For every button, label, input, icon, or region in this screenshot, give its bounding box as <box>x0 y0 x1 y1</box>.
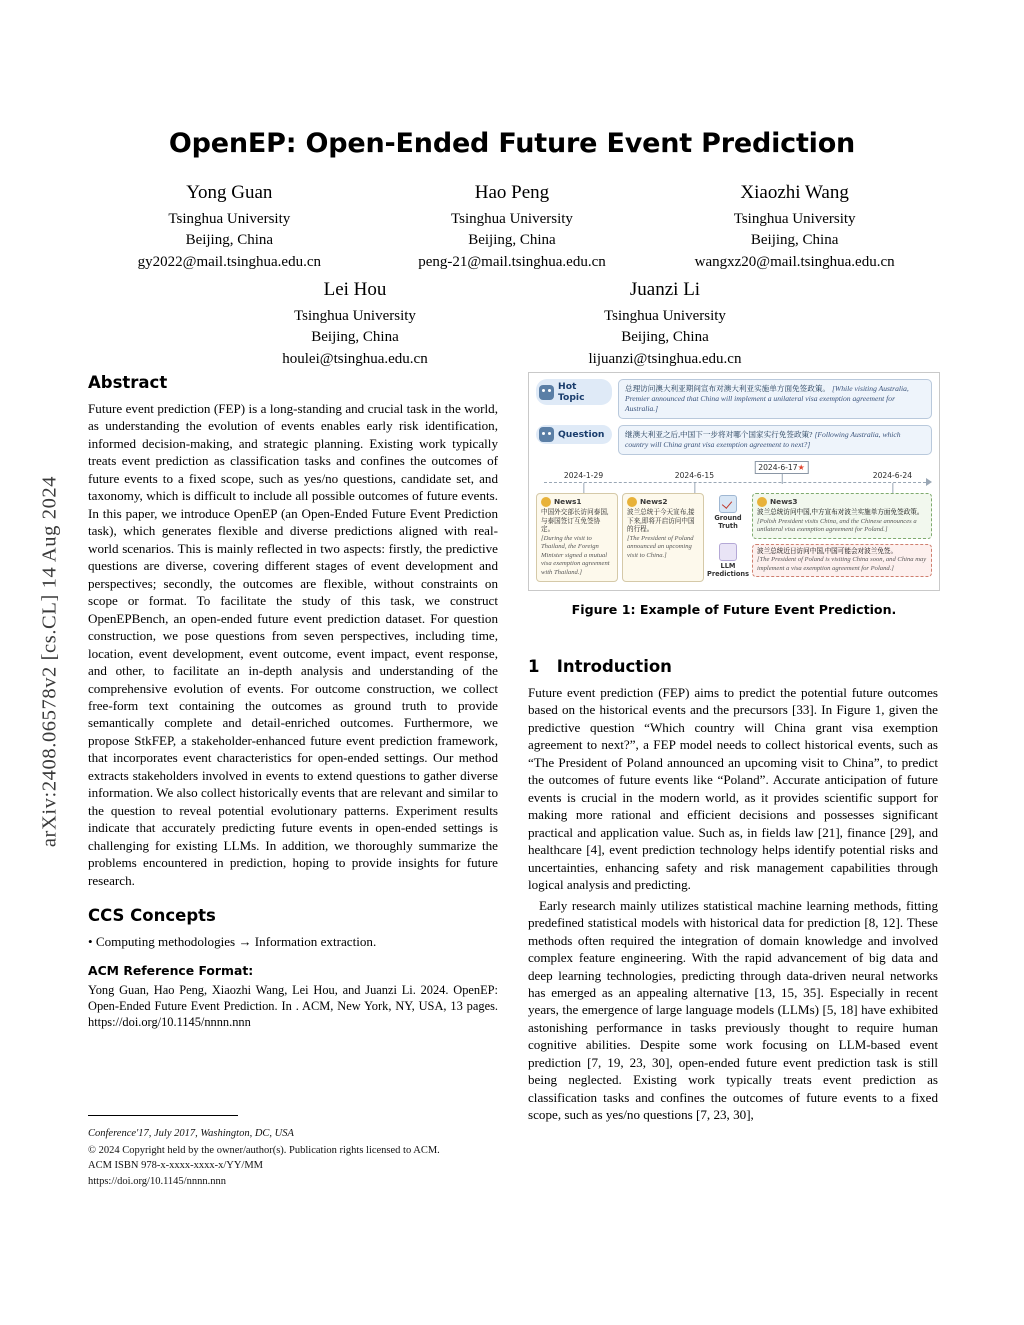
author-affiliation: Tsinghua University <box>604 307 726 324</box>
copyright-line: © 2024 Copyright held by the owner/author(s). Publication rights licensed to ACM. <box>88 1145 440 1157</box>
timeline-tick: 2024-1-29 <box>563 471 604 481</box>
ground-truth-card <box>752 493 932 539</box>
news-card-label: News1 <box>554 497 582 507</box>
hot-topic-text-zh: 总理访问澳大利亚期间宣布对澳大利亚实施单方面免签政策。 <box>625 384 831 393</box>
llm-predictions-marker <box>707 543 749 579</box>
author-email: wangxz20@mail.tsinghua.edu.cn <box>694 253 895 270</box>
news-card-label: News3 <box>770 497 798 507</box>
news-card-header <box>541 497 613 507</box>
doi-line: https://doi.org/10.1145/nnnn.nnn <box>88 1175 226 1187</box>
hot-topic-badge <box>536 379 612 405</box>
check-badge-icon <box>719 495 737 513</box>
ccs-heading: CCS Concepts <box>88 906 216 926</box>
timeline-tick-highlight-label: 2024-6-17 <box>758 463 798 473</box>
author-email: gy2022@mail.tsinghua.edu.cn <box>137 253 321 270</box>
author-name: Lei Hou <box>323 279 387 300</box>
authors-row-1 <box>88 180 936 273</box>
figure-middle-column <box>708 493 748 582</box>
question-bubble <box>618 425 932 455</box>
author-block <box>655 180 935 273</box>
question-badge-label: Question <box>558 429 605 441</box>
introduction-paragraph: Early research mainly utilizes statistical machine learning methods, fitting predefined statistical models with historical data for prediction [8, 12]. These methods often required the integration of domain knowledge and involved complex feature engineering. With the rapid advancement of big data and deep learning technologies, predicting through data-driven neural networks has emerged as an appealing alternative [13, 15, 35]. Especially in recent years, the emergence of large language models (LLMs) [5, 18] have exhibited astonishing performance in tasks previously thought to require human cognitive abilities. Despite some work focusing on LLM-based event prediction [7, 19, 23, 30], open-ended future event prediction task is still being neglected. Existing work typically treats event prediction as classification tasks and confines the outcomes of future events to a fixed scope, such as yes/no questions [7, 23, 30], <box>528 897 938 1123</box>
question-badge <box>536 425 612 444</box>
author-location: Beijing, China <box>621 329 709 346</box>
section-number: 1 <box>528 657 540 676</box>
figure-cards <box>536 493 932 582</box>
robot-icon <box>539 385 554 400</box>
figure-1-image <box>528 372 940 591</box>
llm-prediction-text-en: [The President of Poland is visiting China soon, and China may implement a visa exemption agreement for Poland.] <box>757 556 927 572</box>
timeline <box>536 461 932 491</box>
news-text-zh: 波兰总统于今天宣布,接下来,即将开启访问中国的行程。 <box>627 509 695 534</box>
author-name: Hao Peng <box>474 182 550 203</box>
llm-icon <box>719 543 737 561</box>
ccs-concepts-line: • Computing methodologies → Information extraction. <box>88 934 377 950</box>
author-affiliation: Tsinghua University <box>294 307 416 324</box>
author-name: Yong Guan <box>186 182 273 203</box>
author-block <box>253 277 458 370</box>
news-card-header <box>757 497 927 507</box>
introduction-paragraph: Future event prediction (FEP) aims to predict the potential future outcomes based on the historical events and the precursors [33]. In Figure 1, given the predictive question “Which country will China grant visa exemption agreement to next?”, a FEP model needs to collect historical events, such as “The President of Poland announced an upcoming visit to China”, to predict the outcomes of future events like “Poland”. Accurate anticipation of future events is crucial in the modern world, as it provides scientific support for making more rational and efficient decisions and possesses significant practical and application value. Such as, in fields law [21], finance [29], and healthcare [4], event prediction technology helps identify potential risks and uncertainties, enhancing safety and risk management capabilities through logical analysis and predicting. <box>528 685 938 893</box>
author-location: Beijing, China <box>311 329 399 346</box>
author-block <box>563 277 768 370</box>
question-text-zh: 继澳大利亚之后,中国下一步将对哪个国家实行免签政策? <box>625 430 813 440</box>
left-column <box>88 372 498 1031</box>
timeline-tick: 2024-6-24 <box>872 471 913 481</box>
llm-predictions-label: LLM Predictions <box>707 561 750 578</box>
news-card <box>536 493 618 582</box>
abstract-text: Future event prediction (FEP) is a long-standing and crucial task in the world, as understanding the evolution of events enables early risk identification, informed decision-making, and strategic planning. Existing work typically treats event prediction as classification tasks and confines the outcomes of future events to a fixed scope, such as yes/no questions, candidate set, and taxonomy, which is difficult to include all possible outcomes of future events. In this paper, we introduce OpenEP (an Open-Ended Future Event Prediction task), which generates flexible and diverse predictions aligned with real-world scenarios. This is mainly reflected in two aspects: firstly, the predictive questions are diverse, covering different stages of event development and perspectives; secondly, the outcomes are flexible, without constraints on scope or format. To facilitate the study of this task, we construct OpenEPBench, an open-ended future event prediction dataset. For question construction, we pose questions from seven perspectives, including time, location, event development, event outcome, event impact, event response, and other, to facilitate an in-depth analysis and understanding of the comprehensive evolution of events. For outcome construction, we collect free-form text containing the outcomes as ground truth to provide semantically complete and detail-enriched outcomes. Furthermore, we propose StkFEP, a stakeholder-enhanced future event prediction framework, that incorporates event characteristics for open-ended settings. Our method extracts stakeholders involved in events to extend questions to gather diverse information. We also collect historically events that are relevant and similar to the question to reveal potential evolutionary patterns. Experiment results indicate that accurately predicting future events in open-ended settings is challenging for existing LLMs. In addition, we thoroughly summarize the problems encountered in prediction, hoping to provide insights for future research. <box>88 401 498 888</box>
authors-row-2 <box>200 277 820 370</box>
author-email: lijuanzi@tsinghua.edu.cn <box>588 350 742 367</box>
author-location: Beijing, China <box>185 232 274 249</box>
figure-1 <box>528 372 940 617</box>
robot-icon <box>539 427 554 442</box>
author-location: Beijing, China <box>468 232 556 249</box>
author-location: Beijing, China <box>750 232 839 249</box>
author-affiliation: Tsinghua University <box>168 210 291 227</box>
llm-prediction-text-zh: 波兰总统近日访问中国,中国可能会对波兰免签。 <box>757 547 898 555</box>
author-name: Xiaozhi Wang <box>740 182 849 203</box>
isbn-line: ACM ISBN 978-x-xxxx-xxxx-x/YY/MM <box>88 1160 264 1172</box>
figure-1-caption: Figure 1: Example of Future Event Prediction. <box>571 601 897 617</box>
ground-truth-label: Ground Truth <box>714 514 742 530</box>
news-text-zh: 波兰总统访问中国,中方宣布对波兰实施单方面免签政策。 <box>757 509 924 517</box>
news-card-header <box>627 497 699 507</box>
news-icon <box>627 497 637 507</box>
acm-reference-heading: ACM Reference Format: <box>88 962 254 978</box>
news-text-en: [The President of Poland announced an upcoming visit to China.] <box>627 534 694 559</box>
author-name: Juanzi Li <box>629 279 701 300</box>
timeline-tick: 2024-6-15 <box>674 471 715 481</box>
question-text-en: [Following Australia, which country will China grant visa exemption agreement to next?] <box>625 430 901 450</box>
hot-topic-row <box>536 379 932 419</box>
hot-topic-badge-label: Hot Topic <box>558 381 585 403</box>
timeline-tick-highlight <box>754 461 808 474</box>
footer-block <box>88 1126 498 1189</box>
author-affiliation: Tsinghua University <box>733 210 856 227</box>
news-text-zh: 中国外交部长访问泰国,与泰国签订互免签协定。 <box>541 509 609 534</box>
arxiv-stamp: arXiv:2408.06578v2 [cs.CL] 14 Aug 2024 <box>38 475 61 848</box>
timeline-arrow-icon <box>926 478 932 486</box>
abstract-heading: Abstract <box>88 373 168 392</box>
author-block <box>89 180 369 273</box>
author-affiliation: Tsinghua University <box>451 210 573 227</box>
llm-prediction-card <box>752 544 932 578</box>
figure-right-cards <box>752 493 932 582</box>
news-text-en: [Polish President visits China, and the Chinese announces a unilateral visa exemption agreement for Poland.] <box>757 517 917 534</box>
star-icon: ★ <box>797 463 805 473</box>
ground-truth-marker <box>708 495 748 531</box>
author-block <box>372 180 652 273</box>
news-card <box>622 493 704 582</box>
footnote-divider <box>88 1115 238 1116</box>
timeline-axis <box>544 482 926 484</box>
acm-reference-text: Yong Guan, Hao Peng, Xiaozhi Wang, Lei Hou, and Juanzi Li. 2024. OpenEP: Open-Ended Future Event Prediction. In . ACM, New York, NY, USA, 13 pages. https://doi.org/10.1145/nnnn.nnn <box>88 983 498 1030</box>
news-card-label: News2 <box>640 497 668 507</box>
news-icon <box>541 497 551 507</box>
author-email: houlei@tsinghua.edu.cn <box>282 350 428 367</box>
hot-topic-text-en: [While visiting Australia, Premier announced that China will implement a unilateral visa exemption agreement for Australia.] <box>625 384 909 414</box>
question-row <box>536 425 932 455</box>
conference-line: Conference'17, July 2017, Washington, DC, USA <box>88 1128 294 1139</box>
right-column <box>528 656 938 1127</box>
news-icon <box>757 497 767 507</box>
page-title: OpenEP: Open-Ended Future Event Prediction <box>168 128 856 159</box>
news-text-en: [During the visit to Thailand, the Foreign Minister signed a mutual visa exemption agreement with Thailand.] <box>541 534 610 577</box>
section-title: Introduction <box>556 657 672 676</box>
author-email: peng-21@mail.tsinghua.edu.cn <box>418 253 606 270</box>
introduction-heading <box>528 656 938 678</box>
hot-topic-bubble <box>618 379 932 419</box>
